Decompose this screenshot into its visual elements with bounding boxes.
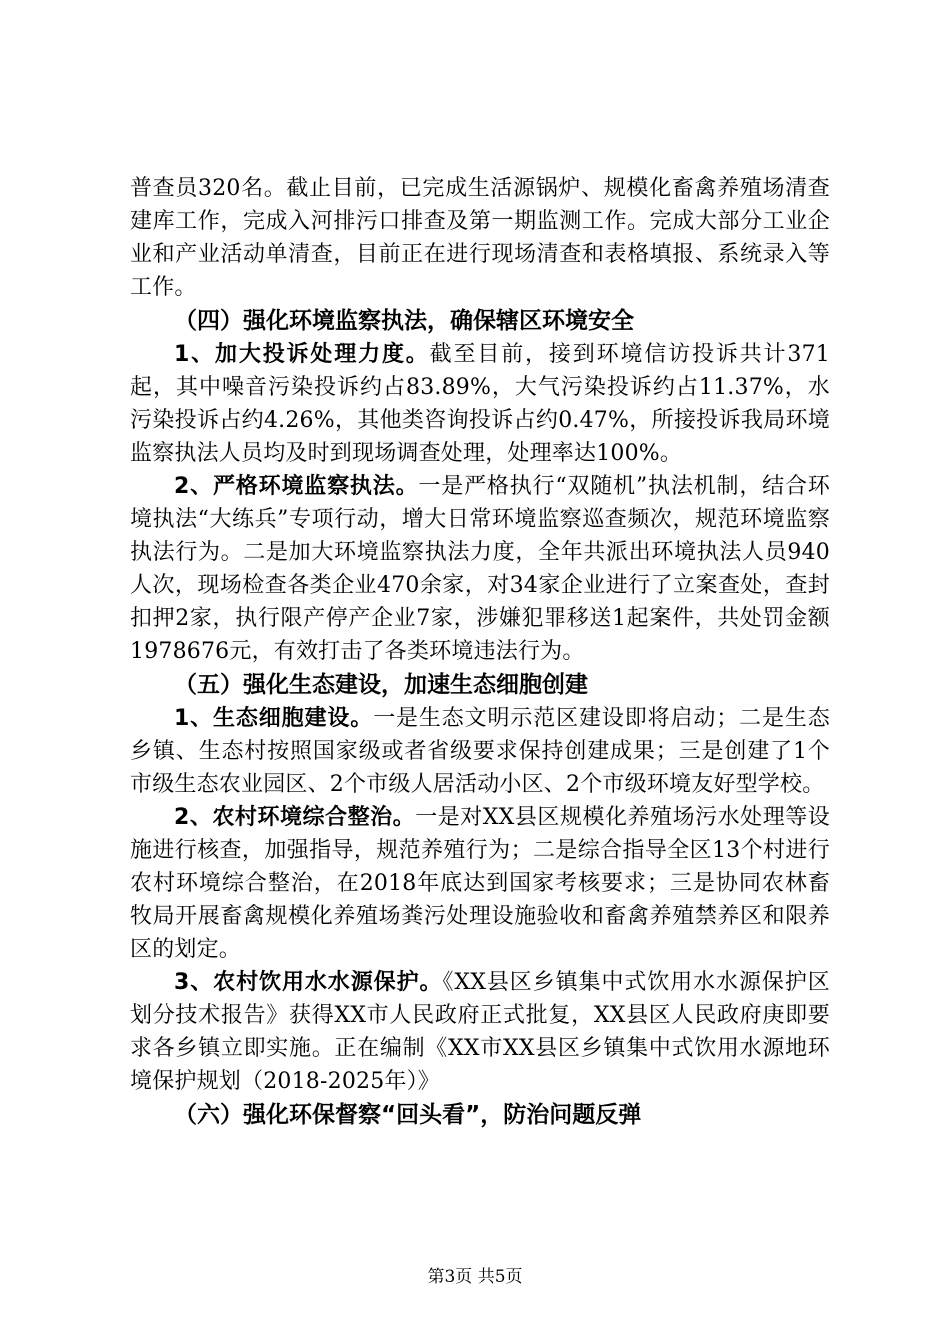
paragraph-text: 《XX县区乡镇集中式饮用水水源保护区划分技术报告》获得XX市人民政府正式批复，XX县区人民政府庚即要求各乡镇立即实施。正在编制《XX市XX县区乡镇集中式饮用水源地环境保护规划（2018-2025年）》 xyxy=(130,970,830,1094)
page-number-footer: 第3页 共5页 xyxy=(427,1267,523,1287)
section-heading-6: （六）强化环保督察“回头看”，防治问题反弹 xyxy=(174,1102,642,1128)
paragraph-law-enforcement xyxy=(130,470,830,668)
paragraph-lead: 3、农村饮用水水源保护。 xyxy=(174,970,443,995)
paragraph-complaint-handling xyxy=(130,338,830,470)
section-heading-5: （五）强化生态建设，加速生态细胞创建 xyxy=(174,672,588,698)
paragraph-text: 截至目前，接到环境信访投诉共计371起，其中噪音污染投诉约占83.89%，大气污染投诉约占11.37%，水污染投诉占约4.26%，其他类咨询投诉占约0.47%，所接投诉我局环境监察执法人员均及时到现场调查处理，处理率达100%。 xyxy=(130,342,830,466)
paragraph-lead: 1、生态细胞建设。 xyxy=(174,706,374,731)
document-body xyxy=(130,172,830,1132)
paragraph-lead: 1、加大投诉处理力度。 xyxy=(174,342,430,367)
paragraph-eco-cell xyxy=(130,702,830,801)
paragraph-rural-environment xyxy=(130,801,830,966)
paragraph-census-progress: 普查员320名。截止目前，已完成生活源锅炉、规模化畜禽养殖场清查建库工作，完成入河排污口排查及第一期监测工作。完成大部分工业企业和产业活动单清查，目前正在进行现场清查和表格填报、系统录入等工作。 xyxy=(130,176,830,300)
section-heading-4: （四）强化环境监察执法，确保辖区环境安全 xyxy=(174,308,634,334)
paragraph-lead: 2、农村环境综合整治。 xyxy=(174,805,416,830)
paragraph-water-source xyxy=(130,966,830,1098)
paragraph-text: 一是严格执行“双随机”执法机制，结合环境执法“大练兵”专项行动，增大日常环境监察巡查频次，规范环境监察执法行为。二是加大环境监察执法力度，全年共派出环境执法人员940人次，现场检查各类企业470余家，对34家企业进行了立案查处，查封扣押2家，执行限产停产企业7家，涉嫌犯罪移送1起案件，共处罚金额1978676元，有效打击了各类环境违法行为。 xyxy=(130,474,831,664)
paragraph-text: 一是对XX县区规模化养殖场污水处理等设施进行核查，加强指导，规范养殖行为；二是综合指导全区13个村进行农村环境综合整治，在2018年底达到国家考核要求；三是协同农林畜牧局开展畜禽规模化养殖场粪污处理设施验收和畜禽养殖禁养区和限养区的划定。 xyxy=(130,805,830,962)
paragraph-text: 一是生态文明示范区建设即将启动；二是生态乡镇、生态村按照国家级或者省级要求保持创建成果；三是创建了1个市级生态农业园区、2个市级人居活动小区、2个市级环境友好型学校。 xyxy=(130,706,830,797)
paragraph-lead: 2、严格环境监察执法。 xyxy=(174,474,419,499)
